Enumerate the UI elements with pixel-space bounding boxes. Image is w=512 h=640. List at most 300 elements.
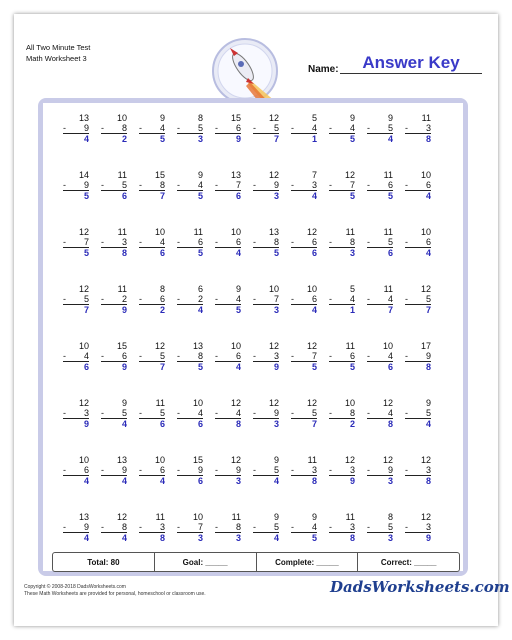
subtrahend: 6 xyxy=(311,237,317,247)
subtrahend-line xyxy=(367,522,393,533)
subtrahend-line xyxy=(63,123,89,134)
minus-sign: - xyxy=(367,294,370,304)
subtraction-problem xyxy=(405,512,431,543)
subtraction-problem xyxy=(63,170,89,201)
subtrahend-line xyxy=(139,294,165,305)
minus-sign: - xyxy=(177,123,180,133)
minuend: 9 xyxy=(425,398,431,408)
subtrahend: 8 xyxy=(349,237,355,247)
subtraction-problem xyxy=(367,284,393,315)
worksheet-header xyxy=(26,42,226,64)
minuend: 11 xyxy=(117,284,127,294)
subtrahend-line xyxy=(329,522,355,533)
answer: 6 xyxy=(83,362,89,372)
subtrahend-line xyxy=(101,351,127,362)
subtraction-problem xyxy=(291,113,317,144)
subtrahend-line xyxy=(405,294,431,305)
minus-sign: - xyxy=(291,237,294,247)
subtrahend-line xyxy=(367,351,393,362)
answer: 5 xyxy=(349,134,355,144)
minuend: 10 xyxy=(154,455,165,465)
subtrahend: 6 xyxy=(235,351,241,361)
answer: 6 xyxy=(197,419,203,429)
answer: 9 xyxy=(83,419,89,429)
subtraction-problem xyxy=(367,170,393,201)
subtrahend-line xyxy=(367,123,393,134)
subtraction-problem xyxy=(291,227,317,258)
subtraction-problem xyxy=(253,341,279,372)
subtrahend-line xyxy=(63,294,89,305)
answer: 6 xyxy=(387,362,393,372)
subtrahend: 3 xyxy=(425,123,431,133)
minus-sign: - xyxy=(405,351,408,361)
subtrahend-line xyxy=(63,237,89,248)
subtraction-problem xyxy=(291,341,317,372)
minuend: 11 xyxy=(117,227,127,237)
minuend: 10 xyxy=(420,227,431,237)
subtrahend-line xyxy=(139,351,165,362)
subtraction-problem xyxy=(139,398,165,429)
minuend: 14 xyxy=(78,170,89,180)
subtraction-problem xyxy=(101,398,127,429)
answer: 3 xyxy=(197,134,203,144)
subtraction-problem xyxy=(139,455,165,486)
answer: 5 xyxy=(349,362,355,372)
problem-row xyxy=(43,341,463,377)
subtrahend-line xyxy=(253,351,279,362)
subtrahend-line xyxy=(101,123,127,134)
subtraction-problem xyxy=(405,455,431,486)
answer: 5 xyxy=(273,248,279,258)
subtraction-problem xyxy=(253,512,279,543)
subtrahend-line xyxy=(139,408,165,419)
subtraction-problem xyxy=(253,227,279,258)
minuend: 9 xyxy=(273,512,279,522)
subtrahend-line xyxy=(367,408,393,419)
subtrahend: 7 xyxy=(273,294,279,304)
answer: 5 xyxy=(83,191,89,201)
subtraction-problem xyxy=(329,227,355,258)
answer: 4 xyxy=(311,305,317,315)
subtrahend-line xyxy=(329,294,355,305)
subtrahend-line xyxy=(139,180,165,191)
answer: 2 xyxy=(159,305,165,315)
minus-sign: - xyxy=(63,522,66,532)
problem-row xyxy=(43,113,463,149)
answer: 5 xyxy=(197,362,203,372)
subtrahend-line xyxy=(253,180,279,191)
answer: 8 xyxy=(311,476,317,486)
answer: 9 xyxy=(121,362,127,372)
subtrahend-line xyxy=(367,294,393,305)
minus-sign: - xyxy=(101,351,104,361)
answer: 7 xyxy=(159,362,165,372)
minuend: 12 xyxy=(78,398,89,408)
subtrahend-line xyxy=(101,522,127,533)
subtrahend-line xyxy=(329,351,355,362)
subtrahend-line xyxy=(101,408,127,419)
subtraction-problem xyxy=(63,227,89,258)
subtraction-problem xyxy=(253,284,279,315)
subtraction-problem xyxy=(253,455,279,486)
subtrahend: 3 xyxy=(349,522,355,532)
minus-sign: - xyxy=(177,465,180,475)
answer: 4 xyxy=(425,419,431,429)
minus-sign: - xyxy=(291,123,294,133)
answer: 3 xyxy=(387,476,393,486)
minuend: 12 xyxy=(344,455,355,465)
answer: 8 xyxy=(425,476,431,486)
answer: 6 xyxy=(159,248,165,258)
subtraction-problem xyxy=(367,341,393,372)
subtraction-problem xyxy=(329,170,355,201)
answer: 4 xyxy=(159,476,165,486)
subtrahend: 4 xyxy=(349,294,355,304)
subtrahend: 7 xyxy=(311,351,317,361)
subtrahend-line xyxy=(253,522,279,533)
minuend: 11 xyxy=(345,512,355,522)
answer: 4 xyxy=(83,476,89,486)
minus-sign: - xyxy=(139,351,142,361)
subtrahend: 6 xyxy=(235,237,241,247)
subtraction-problem xyxy=(101,170,127,201)
minus-sign: - xyxy=(63,123,66,133)
subtrahend-line xyxy=(253,465,279,476)
minuend: 11 xyxy=(307,455,317,465)
subtrahend-line xyxy=(405,180,431,191)
subtrahend-line xyxy=(253,408,279,419)
subtrahend-line xyxy=(329,465,355,476)
subtrahend: 9 xyxy=(83,123,89,133)
minuend: 10 xyxy=(78,455,89,465)
answer: 4 xyxy=(121,533,127,543)
subtrahend: 3 xyxy=(159,522,165,532)
answer: 9 xyxy=(121,305,127,315)
minuend: 12 xyxy=(382,398,393,408)
minuend: 13 xyxy=(116,455,127,465)
minuend: 11 xyxy=(383,284,393,294)
subtraction-problem xyxy=(139,284,165,315)
minuend: 11 xyxy=(421,113,431,123)
minuend: 8 xyxy=(387,512,393,522)
minus-sign: - xyxy=(177,294,180,304)
minuend: 10 xyxy=(344,398,355,408)
answer: 5 xyxy=(197,248,203,258)
subtraction-problem xyxy=(367,398,393,429)
subtrahend-line xyxy=(63,522,89,533)
minus-sign: - xyxy=(367,408,370,418)
minus-sign: - xyxy=(101,123,104,133)
answer: 8 xyxy=(235,419,241,429)
subtraction-problem xyxy=(405,284,431,315)
minus-sign: - xyxy=(367,351,370,361)
answer: 4 xyxy=(235,362,241,372)
answer: 9 xyxy=(425,533,431,543)
subtrahend-line xyxy=(215,522,241,533)
minus-sign: - xyxy=(405,180,408,190)
subtraction-problem xyxy=(215,113,241,144)
subtrahend: 7 xyxy=(235,180,241,190)
subtrahend: 4 xyxy=(311,123,317,133)
minus-sign: - xyxy=(253,294,256,304)
subtrahend: 9 xyxy=(83,180,89,190)
minus-sign: - xyxy=(291,408,294,418)
problem-row xyxy=(43,512,463,548)
subtraction-problem xyxy=(101,512,127,543)
subtraction-problem xyxy=(367,113,393,144)
subtraction-problem xyxy=(177,398,203,429)
answer: 7 xyxy=(311,419,317,429)
subtrahend: 8 xyxy=(121,522,127,532)
minuend: 11 xyxy=(155,398,165,408)
subtraction-problem xyxy=(291,284,317,315)
subtrahend: 4 xyxy=(159,237,165,247)
subtraction-problem xyxy=(63,341,89,372)
minuend: 12 xyxy=(154,341,165,351)
subtraction-problem xyxy=(329,455,355,486)
minuend: 11 xyxy=(231,512,241,522)
subtrahend-line xyxy=(177,294,203,305)
subtraction-problem xyxy=(63,398,89,429)
subtrahend: 3 xyxy=(83,408,89,418)
correct-field: Correct: _____ xyxy=(380,557,437,567)
subtrahend-line xyxy=(177,522,203,533)
subtrahend-line xyxy=(405,123,431,134)
subtraction-problem xyxy=(291,170,317,201)
minuend: 9 xyxy=(387,113,393,123)
subtrahend-line xyxy=(291,294,317,305)
minuend: 10 xyxy=(230,341,241,351)
minus-sign: - xyxy=(215,237,218,247)
minus-sign: - xyxy=(177,237,180,247)
minuend: 12 xyxy=(420,512,431,522)
subtraction-problem xyxy=(367,227,393,258)
subtrahend-line xyxy=(177,237,203,248)
minus-sign: - xyxy=(367,522,370,532)
subtrahend-line xyxy=(215,351,241,362)
answer: 4 xyxy=(121,419,127,429)
minus-sign: - xyxy=(215,465,218,475)
subtrahend: 4 xyxy=(311,522,317,532)
minuend: 8 xyxy=(159,284,165,294)
minuend: 10 xyxy=(116,113,127,123)
subtrahend: 4 xyxy=(159,123,165,133)
minuend: 12 xyxy=(116,512,127,522)
subtrahend-line xyxy=(405,465,431,476)
minus-sign: - xyxy=(329,522,332,532)
subtraction-problem xyxy=(291,455,317,486)
answer: 4 xyxy=(425,191,431,201)
subtrahend-line xyxy=(291,237,317,248)
minuend: 9 xyxy=(349,113,355,123)
subtraction-problem xyxy=(177,113,203,144)
worksheet-subtitle: Math Worksheet 3 xyxy=(26,54,87,63)
minuend: 17 xyxy=(420,341,431,351)
minuend: 9 xyxy=(197,170,203,180)
subtraction-problem xyxy=(253,398,279,429)
minus-sign: - xyxy=(139,180,142,190)
minuend: 10 xyxy=(230,227,241,237)
subtraction-problem xyxy=(405,398,431,429)
minuend: 15 xyxy=(154,170,165,180)
subtrahend: 5 xyxy=(83,294,89,304)
subtrahend-line xyxy=(177,408,203,419)
minus-sign: - xyxy=(253,351,256,361)
subtrahend-line xyxy=(215,180,241,191)
subtrahend: 6 xyxy=(349,351,355,361)
answer: 1 xyxy=(349,305,355,315)
subtraction-problem xyxy=(63,284,89,315)
subtraction-problem xyxy=(405,170,431,201)
subtraction-problem xyxy=(177,512,203,543)
dadsworksheets-logo xyxy=(330,578,510,600)
subtraction-problem xyxy=(253,113,279,144)
answer: 4 xyxy=(121,476,127,486)
answer: 4 xyxy=(425,248,431,258)
subtrahend-line xyxy=(215,408,241,419)
minuend: 12 xyxy=(268,341,279,351)
subtraction-problem xyxy=(139,227,165,258)
subtrahend-line xyxy=(215,237,241,248)
answer: 6 xyxy=(387,248,393,258)
answer: 8 xyxy=(425,362,431,372)
answer: 8 xyxy=(387,419,393,429)
name-label: Name: xyxy=(308,64,339,75)
minuend: 9 xyxy=(121,398,127,408)
answer: 4 xyxy=(83,533,89,543)
answer: 8 xyxy=(121,248,127,258)
subtrahend: 5 xyxy=(273,522,279,532)
minuend: 9 xyxy=(159,113,165,123)
answer: 7 xyxy=(83,305,89,315)
minuend: 10 xyxy=(78,341,89,351)
subtrahend-line xyxy=(405,522,431,533)
minuend: 13 xyxy=(230,170,241,180)
copyright-notice xyxy=(24,584,206,598)
subtraction-problem xyxy=(139,512,165,543)
subtraction-problem xyxy=(405,227,431,258)
minuend: 10 xyxy=(268,284,279,294)
answer: 3 xyxy=(197,533,203,543)
subtrahend-line xyxy=(291,123,317,134)
minus-sign: - xyxy=(291,294,294,304)
answer: 8 xyxy=(349,533,355,543)
answer: 3 xyxy=(349,248,355,258)
minus-sign: - xyxy=(177,522,180,532)
minus-sign: - xyxy=(215,408,218,418)
minuend: 11 xyxy=(383,227,393,237)
subtrahend: 7 xyxy=(349,180,355,190)
answer: 5 xyxy=(83,248,89,258)
subtrahend: 6 xyxy=(197,237,203,247)
minuend: 15 xyxy=(230,113,241,123)
subtrahend: 2 xyxy=(121,294,127,304)
answer: 7 xyxy=(425,305,431,315)
subtrahend-line xyxy=(177,351,203,362)
subtrahend: 4 xyxy=(349,123,355,133)
minuend: 9 xyxy=(273,455,279,465)
minus-sign: - xyxy=(329,465,332,475)
subtrahend: 9 xyxy=(83,522,89,532)
subtraction-problem xyxy=(177,227,203,258)
subtrahend-line xyxy=(253,237,279,248)
answer: 5 xyxy=(235,305,241,315)
subtrahend-line xyxy=(253,294,279,305)
subtrahend-line xyxy=(177,180,203,191)
minuend: 15 xyxy=(192,455,203,465)
subtrahend-line xyxy=(367,237,393,248)
subtraction-problem xyxy=(367,455,393,486)
minus-sign: - xyxy=(291,522,294,532)
subtraction-problem xyxy=(101,341,127,372)
problem-row xyxy=(43,455,463,491)
subtrahend-line xyxy=(291,180,317,191)
answer: 2 xyxy=(121,134,127,144)
minuend: 11 xyxy=(383,170,393,180)
problems-area xyxy=(43,103,463,571)
minuend: 13 xyxy=(78,113,89,123)
subtraction-problem xyxy=(215,512,241,543)
problem-row xyxy=(43,170,463,206)
subtraction-problem xyxy=(139,341,165,372)
answer: 4 xyxy=(197,305,203,315)
minus-sign: - xyxy=(63,294,66,304)
answer: 9 xyxy=(273,362,279,372)
subtrahend: 7 xyxy=(83,237,89,247)
subtrahend: 4 xyxy=(235,294,241,304)
answer: 6 xyxy=(235,191,241,201)
minus-sign: - xyxy=(329,123,332,133)
subtraction-problem xyxy=(215,227,241,258)
subtraction-problem xyxy=(329,113,355,144)
answer: 5 xyxy=(387,191,393,201)
subtraction-problem xyxy=(139,113,165,144)
subtrahend: 5 xyxy=(387,237,393,247)
subtrahend: 6 xyxy=(425,180,431,190)
answer: 8 xyxy=(425,134,431,144)
answer: 4 xyxy=(273,533,279,543)
subtrahend-line xyxy=(291,351,317,362)
subtraction-problem xyxy=(291,398,317,429)
minus-sign: - xyxy=(253,408,256,418)
minuend: 12 xyxy=(268,398,279,408)
minuend: 11 xyxy=(345,227,355,237)
subtrahend: 6 xyxy=(83,465,89,475)
subtrahend: 9 xyxy=(121,465,127,475)
subtrahend: 5 xyxy=(159,408,165,418)
subtraction-problem xyxy=(63,512,89,543)
minus-sign: - xyxy=(405,465,408,475)
answer: 1 xyxy=(311,134,317,144)
subtraction-problem xyxy=(367,512,393,543)
subtrahend-line xyxy=(63,408,89,419)
minuend: 12 xyxy=(78,227,89,237)
subtrahend-line xyxy=(291,465,317,476)
minuend: 15 xyxy=(116,341,127,351)
subtrahend-line xyxy=(139,465,165,476)
minuend: 10 xyxy=(420,170,431,180)
subtrahend: 6 xyxy=(121,351,127,361)
minus-sign: - xyxy=(101,180,104,190)
minuend: 12 xyxy=(268,170,279,180)
minus-sign: - xyxy=(253,123,256,133)
minus-sign: - xyxy=(329,237,332,247)
answer: 2 xyxy=(349,419,355,429)
minus-sign: - xyxy=(253,465,256,475)
minuend: 10 xyxy=(154,227,165,237)
answer: 3 xyxy=(235,476,241,486)
subtrahend: 3 xyxy=(425,522,431,532)
